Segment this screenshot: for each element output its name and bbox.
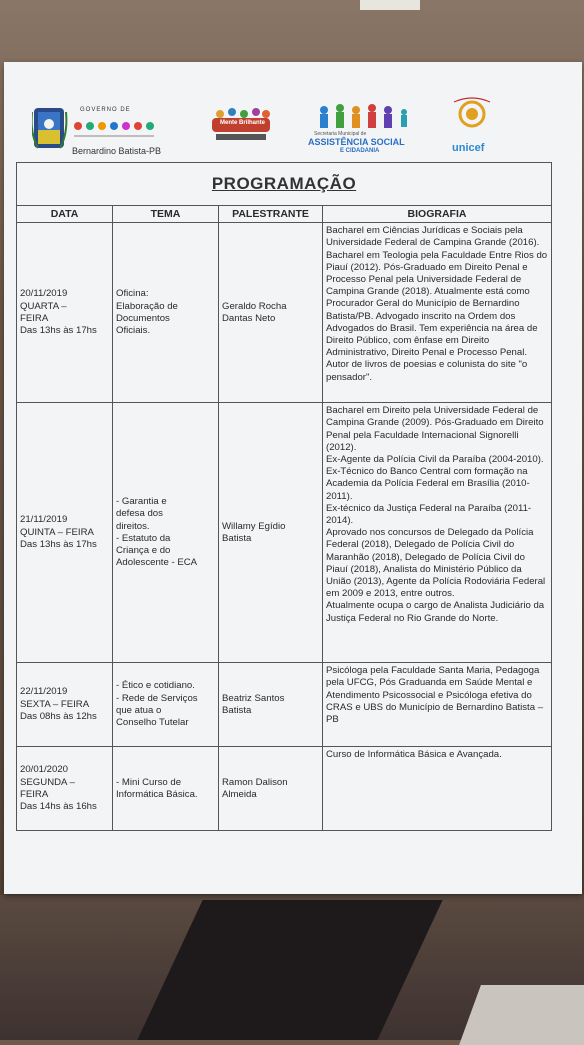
- date-line: FEIRA: [20, 312, 49, 324]
- date-line: SEGUNDA –: [20, 776, 75, 788]
- date-line: FEIRA: [20, 788, 49, 800]
- theme-cell: [113, 747, 219, 831]
- center-logo-text: Mente Brilhante: [220, 120, 266, 126]
- date-line: 20/11/2019: [20, 288, 68, 300]
- biography-text: Ex-Agente da Polícia Civil da Paraíba (2004-2010).: [326, 454, 544, 466]
- date-line: 21/11/2019: [20, 514, 68, 526]
- speaker-line: Batista: [222, 532, 252, 544]
- date-line: SEXTA – FEIRA: [20, 698, 90, 710]
- date-cell: [17, 663, 113, 747]
- theme-line: defesa dos: [116, 508, 163, 520]
- table-title: PROGRAMAÇÃO: [17, 163, 552, 206]
- theme-line: - Estatuto da: [116, 532, 171, 544]
- column-header-palestrante: PALESTRANTE: [219, 206, 323, 223]
- table-row: [17, 747, 552, 831]
- biography-cell: [323, 223, 552, 403]
- government-logo: [32, 104, 162, 160]
- date-line: Das 08hs às 12hs: [20, 710, 97, 722]
- speaker-cell: [219, 747, 323, 831]
- speaker-cell: [219, 403, 323, 663]
- date-line: 20/01/2020: [20, 764, 69, 776]
- theme-line: direitos.: [116, 520, 150, 532]
- biography-text: Bacharel em Direito pela Universidade Federal de Campina Grande (2009). Pós-Graduado em Direito Penal pela Faculdade Internacional Signorelli (2012).: [326, 405, 544, 453]
- speaker-line: Ramon Dalison: [222, 776, 288, 788]
- date-cell: [17, 223, 113, 403]
- speaker-line: Dantas Neto: [222, 312, 276, 324]
- column-header-data: DATA: [17, 206, 113, 223]
- govt-logo-top-text: GOVERNO DE: [80, 107, 131, 113]
- secretaria-line-3: E CIDADANIA: [340, 148, 380, 154]
- theme-line: - Mini Curso de: [116, 776, 182, 788]
- biography-text: Ex-Técnico do Banco Central com formação na Academia da Polícia Federal em Brasília (2010-2011).: [326, 466, 530, 502]
- theme-line: que atua o: [116, 704, 162, 716]
- document-sheet: [4, 62, 582, 894]
- date-line: Das 13hs às 17hs: [20, 324, 97, 336]
- theme-line: - Garantia e: [116, 496, 167, 508]
- theme-cell: [113, 223, 219, 403]
- speaker-line: Willamy Egídio: [222, 520, 286, 532]
- speaker-cell: [219, 223, 323, 403]
- date-line: QUINTA – FEIRA: [20, 526, 94, 538]
- theme-line: - Ético e cotidiano.: [116, 680, 195, 692]
- program-logo: [208, 104, 276, 154]
- theme-line: Conselho Tutelar: [116, 716, 189, 728]
- date-line: Das 14hs às 16hs: [20, 800, 97, 812]
- theme-cell: [113, 403, 219, 663]
- unicef-logo: [444, 96, 500, 160]
- column-header-biografia: BIOGRAFIA: [323, 206, 552, 223]
- biography-cell: [323, 403, 552, 663]
- date-line: 22/11/2019: [20, 686, 68, 698]
- secretaria-line-1: Secretaria Municipal de: [314, 131, 367, 137]
- paper-scrap: [360, 0, 420, 10]
- theme-line: Informática Básica.: [116, 788, 198, 800]
- date-line: Das 13hs às 17hs: [20, 538, 97, 550]
- biography-cell: [323, 663, 552, 747]
- speaker-line: Almeida: [222, 788, 257, 800]
- unicef-seal-icon: [444, 96, 500, 140]
- biography-cell: [323, 747, 552, 831]
- theme-line: Elaboração de: [116, 300, 178, 312]
- biography-text: Curso de Informática Básica e Avançada.: [326, 749, 502, 761]
- theme-cell: [113, 663, 219, 747]
- speaker-line: Beatriz Santos: [222, 692, 285, 704]
- speaker-line: Batista: [222, 704, 252, 716]
- secretaria-line-2: ASSISTÊNCIA SOCIAL: [308, 137, 405, 147]
- table-row: [17, 223, 552, 403]
- theme-line: Adolescente - ECA: [116, 557, 198, 569]
- table-row: [17, 663, 552, 747]
- theme-line: - Rede de Serviços: [116, 692, 198, 704]
- secretaria-logo: [304, 102, 422, 160]
- theme-line: Oficina:: [116, 288, 149, 300]
- govt-logo-name: Bernardino Batista-PB: [72, 146, 162, 156]
- theme-line: Documentos: [116, 312, 170, 324]
- biography-text: Psicóloga pela Faculdade Santa Maria, Pedagoga pela UFCG, Pós Graduanda em Saúde Mental e Atendimento Psicossocial e Psicóloga efetiva do CRAS e UBS do Município de Bernardino Batista – PB: [326, 665, 544, 726]
- biography-text: Bacharel em Ciências Jurídicas e Sociais pela Universidade Federal de Campina Grande (2016). Bacharel em Teologia pela Faculdade Entre Rios do Piauí (2012). Pós-Graduado em Direito Penal e Processo Penal pela Universidade Federal de Campina Grande (2018). Atualmente está como Procurador Geral do Município de Bernardino Batista/PB. Advogado inscrito na Ordem dos Advogados do Brasil. Tem experiência na área de Direito Público, com ênfase em Direito Administrativo, Direito Penal e Processo Penal. Autor de livros de poesias e colunista do site "o pensador".: [326, 225, 548, 383]
- speaker-line: Geraldo Rocha: [222, 300, 287, 312]
- biography-text: Atualmente ocupa o cargo de Analista Judiciário da Justiça Federal no Rio Grande do Norte.: [326, 600, 545, 624]
- unicef-label: unicef: [452, 142, 485, 154]
- biography-text: Ex-técnico da Justiça Federal na Paraíba (2011-2014).: [326, 502, 532, 527]
- column-header-tema: TEMA: [113, 206, 219, 223]
- table-header-row: [17, 206, 552, 223]
- table-row: [17, 403, 552, 663]
- date-cell: [17, 747, 113, 831]
- people-icon: [304, 102, 422, 132]
- floor-tile: [459, 985, 584, 1045]
- speaker-cell: [219, 663, 323, 747]
- program-table: [16, 162, 552, 831]
- date-cell: [17, 403, 113, 663]
- biography-text: Aprovado nos concursos de Delegado da Polícia Federal (2018), Delegado de Polícia Civil do Maranhão (2018), Delegado de Polícia Civil do Piauí (2018), Analista do Ministério Público da União (2013), Agente da Polícia Rodoviária Federal em 2009 e 2013, entre outros.: [326, 527, 546, 600]
- theme-line: Oficiais.: [116, 324, 151, 336]
- date-line: QUARTA –: [20, 300, 67, 312]
- theme-line: Criança e do: [116, 544, 171, 556]
